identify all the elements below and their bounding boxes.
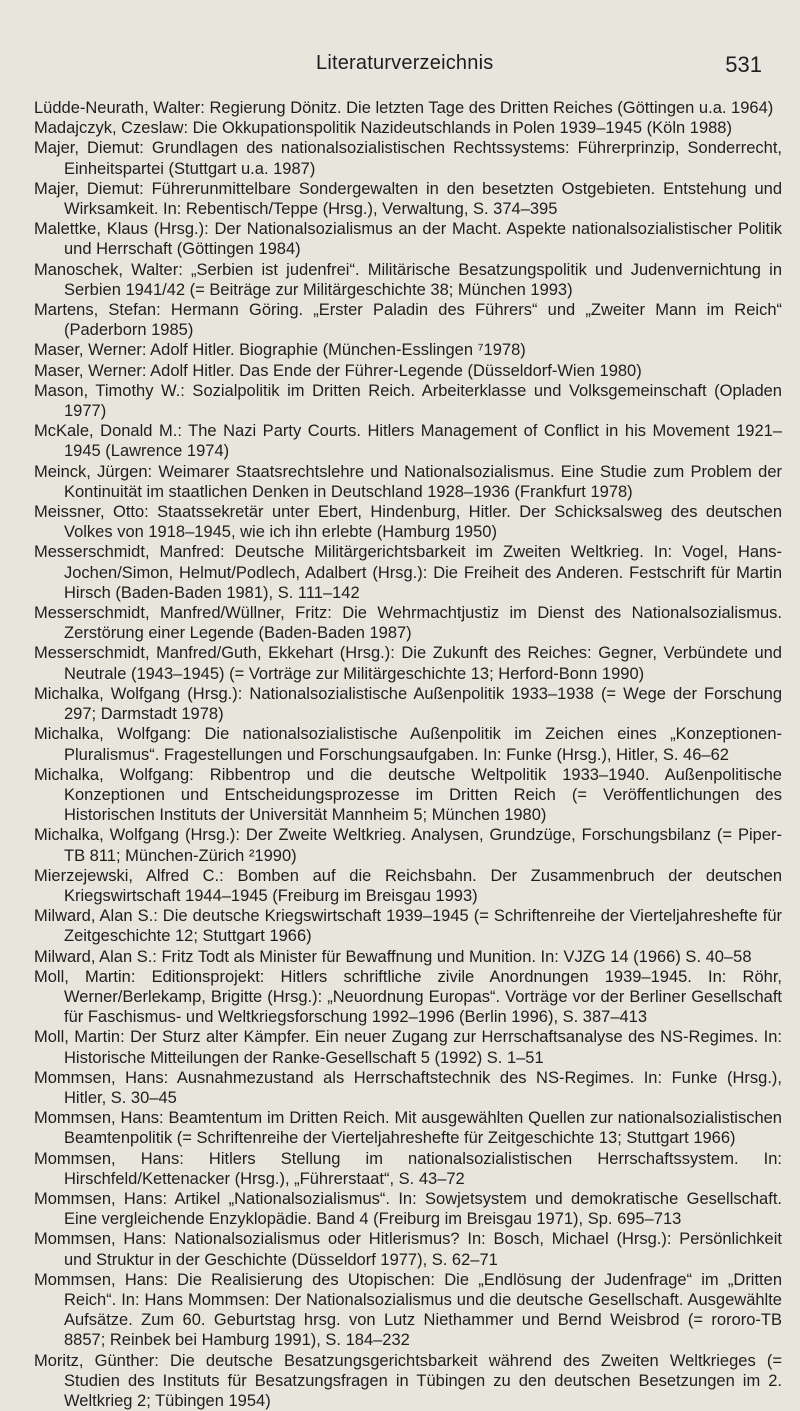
bibliography-entry: Mommsen, Hans: Artikel „Nationalsozialismus“. In: Sowjetsystem und demokratische Gesellschaft. Eine vergleichende Enzyklopädie. Band 4 (Freiburg im Breisgau 1971), Sp. 695–713 <box>34 1189 782 1229</box>
bibliography-entry: Moritz, Günther: Die deutsche Besatzungsgerichtsbarkeit während des Zweiten Weltkrieges (= Studien des Instituts für Besatzungsfragen in Tübingen zu den deutschen Besetzungen im 2. Weltkrieg 2; Tübingen 1954) <box>34 1351 782 1410</box>
bibliography-entry: Majer, Diemut: Grundlagen des nationalsozialistischen Rechtssystems: Führerprinzip, Sonderrecht, Einheitspartei (Stuttgart u.a. 1987) <box>34 139 782 178</box>
bibliography-entry: Mommsen, Hans: Nationalsozialismus oder Hitlerismus? In: Bosch, Michael (Hrsg.): Persönlichkeit und Struktur in der Geschichte (Düsseldorf 1977), S. 62–71 <box>34 1230 782 1269</box>
bibliography-entry: Mommsen, Hans: Ausnahmezustand als Herrschaftstechnik des NS-Regimes. In: Funke (Hrsg.), Hitler, S. 30–45 <box>34 1068 782 1107</box>
bibliography-entry: Mommsen, Hans: Die Realisierung des Utopischen: Die „Endlösung der Judenfrage“ im „Dritten Reich“. In: Hans Mommsen: Der Nationalsozialismus und die deutsche Gesellschaft. Ausgewählte Aufsätze. Zum 60. Geburtstag hrsg. von Lutz Niethammer und Bernd Weisbrod (= rororo-TB 8857; Reinbek bei Hamburg 1991), S. 184–232 <box>34 1270 782 1350</box>
bibliography-entry: Michalka, Wolfgang: Ribbentrop und die deutsche Weltpolitik 1933–1940. Außenpolitische Konzeptionen und Entscheidungsprozesse im Dritten Reich (= Veröffentlichungen des Historischen Instituts der Universität Mannheim 5; München 1980) <box>34 765 782 825</box>
bibliography-entry: Lüdde-Neurath, Walter: Regierung Dönitz. Die letzten Tage des Dritten Reiches (Göttingen u.a. 1964) <box>34 99 774 117</box>
bibliography-list <box>34 98 782 1411</box>
bibliography-entry: McKale, Donald M.: The Nazi Party Courts. Hitlers Management of Conflict in his Movement 1921–1945 (Lawrence 1974) <box>34 422 782 461</box>
bibliography-entry: Milward, Alan S.: Fritz Todt als Minister für Bewaffnung und Munition. In: VJZG 14 (1966) S. 40–58 <box>34 947 752 966</box>
bibliography-entry: Mierzejewski, Alfred C.: Bomben auf die Reichsbahn. Der Zusammenbruch der deutschen Kriegswirtschaft 1944–1945 (Freiburg im Breisgau 1993) <box>34 866 782 905</box>
bibliography-entry: Michalka, Wolfgang (Hrsg.): Nationalsozialistische Außenpolitik 1933–1938 (= Wege der Forschung 297; Darmstadt 1978) <box>34 684 782 724</box>
bibliography-entry: Messerschmidt, Manfred/Wüllner, Fritz: Die Wehrmachtjustiz im Dienst des Nationalsozialismus. Zerstörung einer Legende (Baden-Baden 1987) <box>34 604 782 643</box>
bibliography-entry: Mommsen, Hans: Hitlers Stellung im nationalsozialistischen Herrschaftssystem. In: Hirschfeld/Kettenacker (Hrsg.), „Führerstaat“, S. 43–72 <box>34 1149 782 1188</box>
bibliography-entry: Michalka, Wolfgang (Hrsg.): Der Zweite Weltkrieg. Analysen, Grundzüge, Forschungsbilanz (= Piper-TB 811; München-Zürich ²1990) <box>34 826 782 865</box>
bibliography-entry: Manoschek, Walter: „Serbien ist judenfrei“. Militärische Besatzungspolitik und Judenvernichtung in Serbien 1941/42 (= Beiträge zur Militärgeschichte 38; München 1993) <box>34 260 782 299</box>
bibliography-entry: Martens, Stefan: Hermann Göring. „Erster Paladin des Führers“ und „Zweiter Mann im Reich“ (Paderborn 1985) <box>34 301 782 340</box>
bibliography-entry: Moll, Martin: Der Sturz alter Kämpfer. Ein neuer Zugang zur Herrschaftsanalyse des NS-Regimes. In: Historische Mitteilungen der Ranke-Gesellschaft 5 (1992) S. 1–51 <box>34 1028 782 1067</box>
bibliography-entry: Meissner, Otto: Staatssekretär unter Ebert, Hindenburg, Hitler. Der Schicksalsweg des deutschen Volkes von 1918–1945, wie ich ihn erlebte (Hamburg 1950) <box>34 503 782 542</box>
bibliography-entry: Messerschmidt, Manfred/Guth, Ekkehart (Hrsg.): Die Zukunft des Reiches: Gegner, Verbündete und Neutrale (1943–1945) (= Vorträge zur Militärgeschichte 13; Herford-Bonn 1990) <box>34 644 782 683</box>
bibliography-entry: Maser, Werner: Adolf Hitler. Biographie (München-Esslingen ⁷1978) <box>34 341 526 360</box>
bibliography-entry: Malettke, Klaus (Hrsg.): Der Nationalsozialismus an der Macht. Aspekte nationalsozialistischer Politik und Herrschaft (Göttingen 1984) <box>34 220 782 259</box>
running-title: Literaturverzeichnis <box>316 52 494 74</box>
bibliography-entry: Meinck, Jürgen: Weimarer Staatsrechtslehre und Nationalsozialismus. Eine Studie zum Problem der Kontinuität im staatlichen Denken in Deutschland 1928–1936 (Frankfurt 1978) <box>34 462 782 501</box>
bibliography-entry: Madajczyk, Czeslaw: Die Okkupationspolitik Nazideutschlands in Polen 1939–1945 (Köln 1988) <box>34 119 732 138</box>
bibliography-entry: Milward, Alan S.: Die deutsche Kriegswirtschaft 1939–1945 (= Schriftenreihe der Vierteljahreshefte für Zeitgeschichte 12; Stuttgart 1966) <box>34 907 782 946</box>
bibliography-entry: Michalka, Wolfgang: Die nationalsozialistische Außenpolitik im Zeichen eines „Konzeptionen-Pluralismus“. Fragestellungen und Forschungsaufgaben. In: Funke (Hrsg.), Hitler, S. 46–62 <box>34 725 782 764</box>
bibliography-entry: Messerschmidt, Manfred: Deutsche Militärgerichtsbarkeit im Zweiten Weltkrieg. In: Vogel, Hans-Jochen/Simon, Helmut/Podlech, Adalbert (Hrsg.): Die Freiheit des Anderen. Festschrift für Martin Hirsch (Baden-Baden 1981), S. 111–142 <box>34 543 782 602</box>
bibliography-entry: Maser, Werner: Adolf Hitler. Das Ende der Führer-Legende (Düsseldorf-Wien 1980) <box>34 361 642 380</box>
bibliography-entry: Mommsen, Hans: Beamtentum im Dritten Reich. Mit ausgewählten Quellen zur nationalsozialistischen Beamtenpolitik (= Schriftenreihe der Vierteljahreshefte für Zeitgeschichte 13; Stuttgart 1966) <box>34 1109 782 1148</box>
bibliography-entry: Moll, Martin: Editionsprojekt: Hitlers schriftliche zivile Anordnungen 1939–1945. In: Röhr, Werner/Berlekamp, Brigitte (Hrsg.): „Neuordnung Europas“. Vorträge vor der Berliner Gesellschaft für Faschismus- und Weltkriegsforschung 1992–1996 (Berlin 1996), S. 387–413 <box>34 967 782 1027</box>
page-number: 531 <box>725 52 762 77</box>
bibliography-entry: Majer, Diemut: Führerunmittelbare Sondergewalten in den besetzten Ostgebieten. Entstehung und Wirksamkeit. In: Rebentisch/Teppe (Hrsg.), Verwaltung, S. 374–395 <box>34 179 782 219</box>
bibliography-entry: Mason, Timothy W.: Sozialpolitik im Dritten Reich. Arbeiterklasse und Volksgemeinschaft (Opladen 1977) <box>34 381 782 421</box>
page-header <box>0 52 800 78</box>
